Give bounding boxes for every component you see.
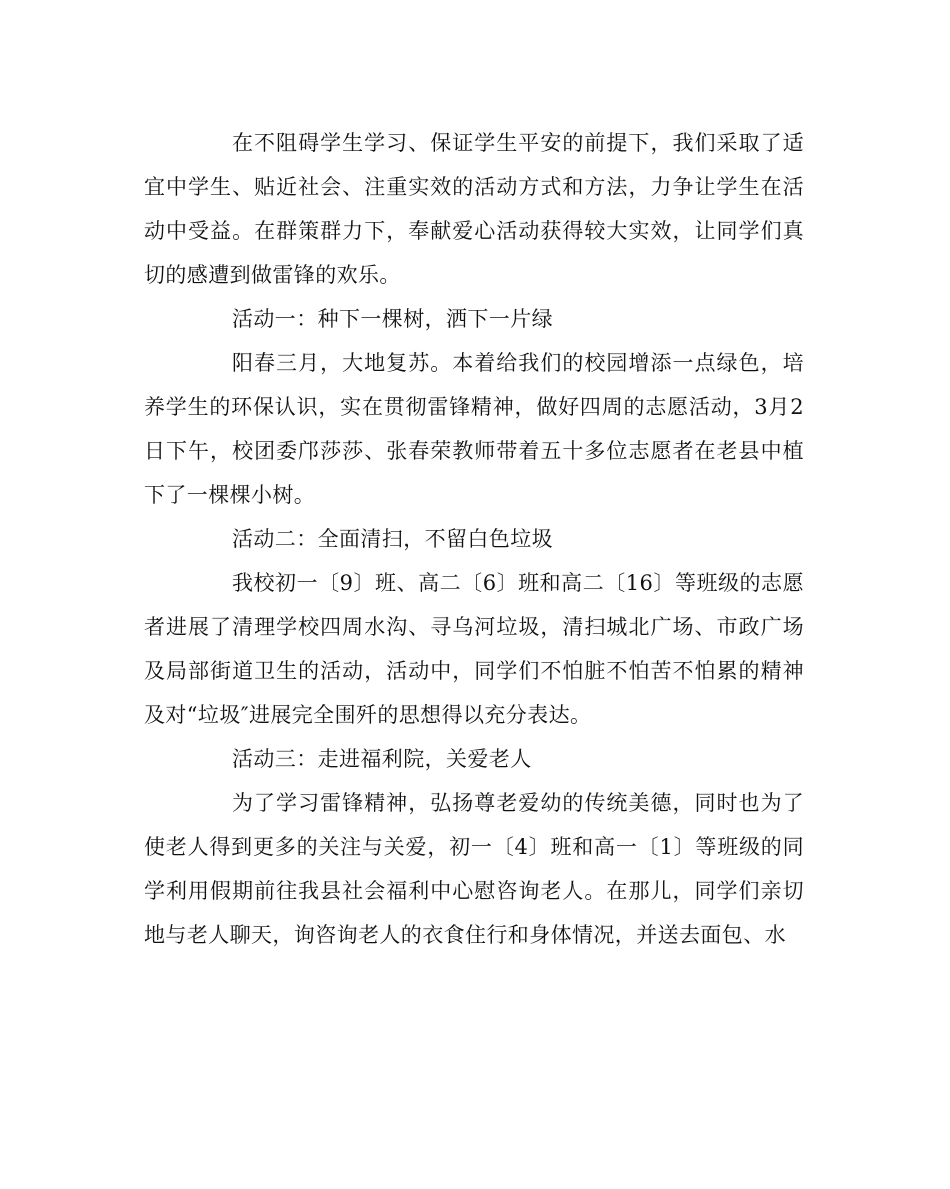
paragraph-activity-two: 我校初一〔9〕班、高二〔6〕班和高二〔16〕等班级的志愿者进展了清理学校四周水沟、寻乌河垃圾，清扫城北广场、市政广场及局部街道卫生的活动，活动中，同学们不怕脏不怕苦不怕累的精神及对“垃圾″进展完全围歼的思想得以充分表达。 <box>144 571 804 727</box>
heading-activity-one: 活动一：种下一棵树，洒下一片绿 <box>232 307 553 331</box>
heading-activity-two: 活动二：全面清扫，不留白色垃圾 <box>232 527 553 551</box>
paragraph-activity-three: 为了学习雷锋精神，弘扬尊老爱幼的传统美德，同时也为了使老人得到更多的关注与关爱，初一〔4〕班和高一〔1〕等班级的同学利用假期前往我县社会福利中心慰咨询老人。在那儿，同学们亲切地与老人聊天，询咨询老人的衣食住行和身体情况，并送去面包、水 <box>144 791 804 947</box>
paragraph-intro: 在不阻碍学生学习、保证学生平安的前提下，我们采取了适宜中学生、贴近社会、注重实效的活动方式和方法，力争让学生在活动中受益。在群策群力下，奉献爱心活动获得较大实效，让同学们真切的感遭到做雷锋的欢乐。 <box>144 131 804 287</box>
document-body <box>144 121 804 957</box>
paragraph-activity-one: 阳春三月，大地复苏。本着给我们的校园增添一点绿色，培养学生的环保认识，实在贯彻雷锋精神，做好四周的志愿活动，3月2日下午，校团委邝莎莎、张春荣教师带着五十多位志愿者在老县中植下了一棵棵小树。 <box>144 351 804 507</box>
heading-activity-three: 活动三：走进福利院，关爱老人 <box>232 747 532 771</box>
